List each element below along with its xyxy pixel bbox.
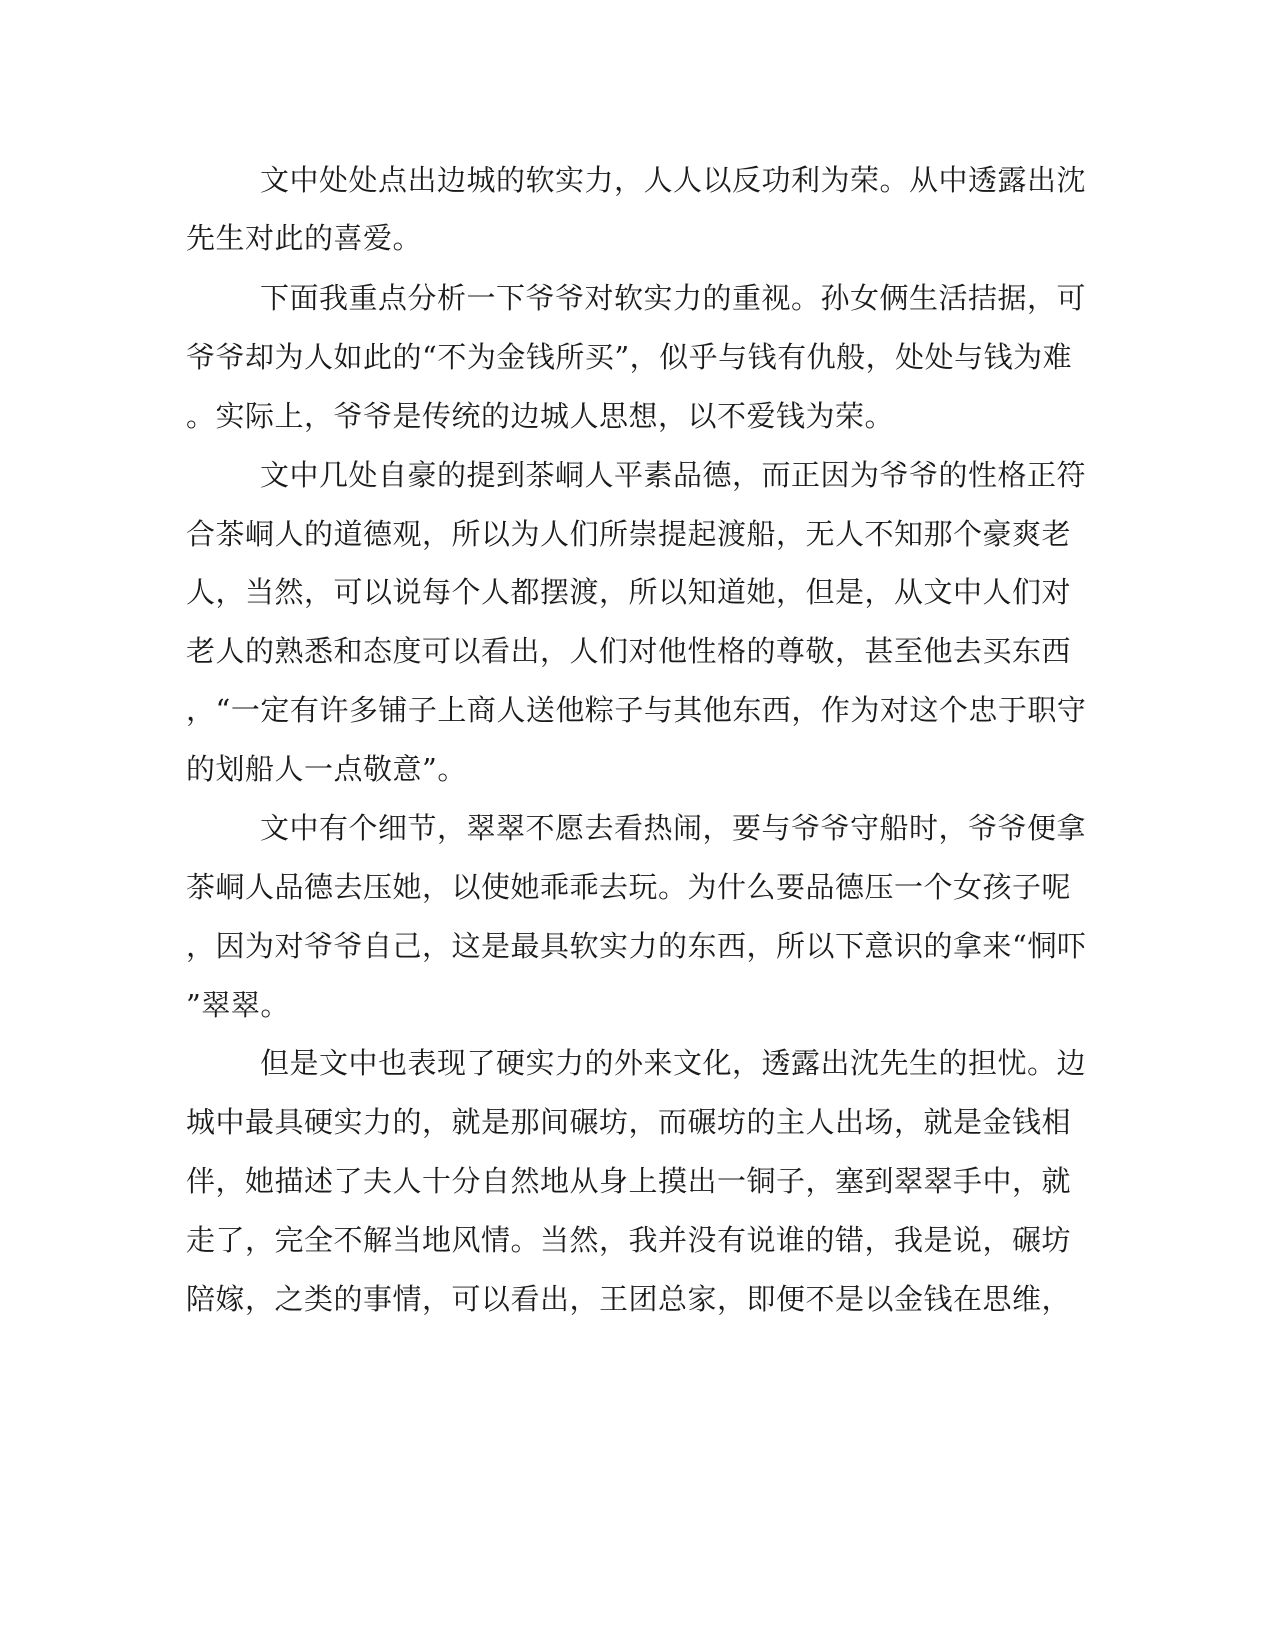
text-line: 合茶峒人的道德观，所以为人们所崇提起渡船，无人不知那个豪爽老 <box>186 517 1072 551</box>
text-line: 老人的熟悉和态度可以看出，人们对他性格的尊敬，甚至他去买东西 <box>186 634 1072 668</box>
text-line: 下面我重点分析一下爷爷对软实力的重视。孙女俩生活拮据，可 <box>260 281 1087 315</box>
text-line: 文中有个细节，翠翠不愿去看热闹，要与爷爷守船时，爷爷便拿 <box>260 811 1087 845</box>
text-line: ，“一定有许多铺子上商人送他粽子与其他东西，作为对这个忠于职守 <box>186 693 1087 727</box>
text-line: 人，当然，可以说每个人都摆渡，所以知道她，但是，从文中人们对 <box>186 575 1072 609</box>
text-line: 爷爷却为人如此的“不为金钱所买”，似乎与钱有仇般，处处与钱为难 <box>186 340 1073 374</box>
text-line: 。实际上，爷爷是传统的边城人思想，以不爱钱为荣。 <box>186 399 895 433</box>
text-line: 但是文中也表现了硬实力的外来文化，透露出沈先生的担忧。边 <box>260 1046 1087 1080</box>
text-line: ，因为对爷爷自己，这是最具软实力的东西，所以下意识的拿来“恫吓 <box>186 929 1087 963</box>
text-line: 茶峒人品德去压她，以使她乖乖去玩。为什么要品德压一个女孩子呢 <box>186 870 1072 904</box>
text-line: 城中最具硬实力的，就是那间碾坊，而碾坊的主人出场，就是金钱相 <box>186 1105 1072 1139</box>
text-line: 先生对此的喜爱。 <box>186 221 423 255</box>
text-line: 伴，她描述了夫人十分自然地从身上摸出一铜子，塞到翠翠手中，就 <box>186 1164 1072 1198</box>
text-line: 走了，完全不解当地风情。当然，我并没有说谁的错，我是说，碾坊 <box>186 1223 1072 1257</box>
text-line: 文中几处自豪的提到茶峒人平素品德，而正因为爷爷的性格正符 <box>260 458 1087 492</box>
text-line: ”翠翠。 <box>186 988 290 1022</box>
text-line: 文中处处点出边城的软实力，人人以反功利为荣。从中透露出沈 <box>260 163 1087 197</box>
text-line: 陪嫁，之类的事情，可以看出，王团总家，即便不是以金钱在思维， <box>186 1282 1072 1316</box>
text-line: 的划船人一点敬意”。 <box>186 752 467 786</box>
